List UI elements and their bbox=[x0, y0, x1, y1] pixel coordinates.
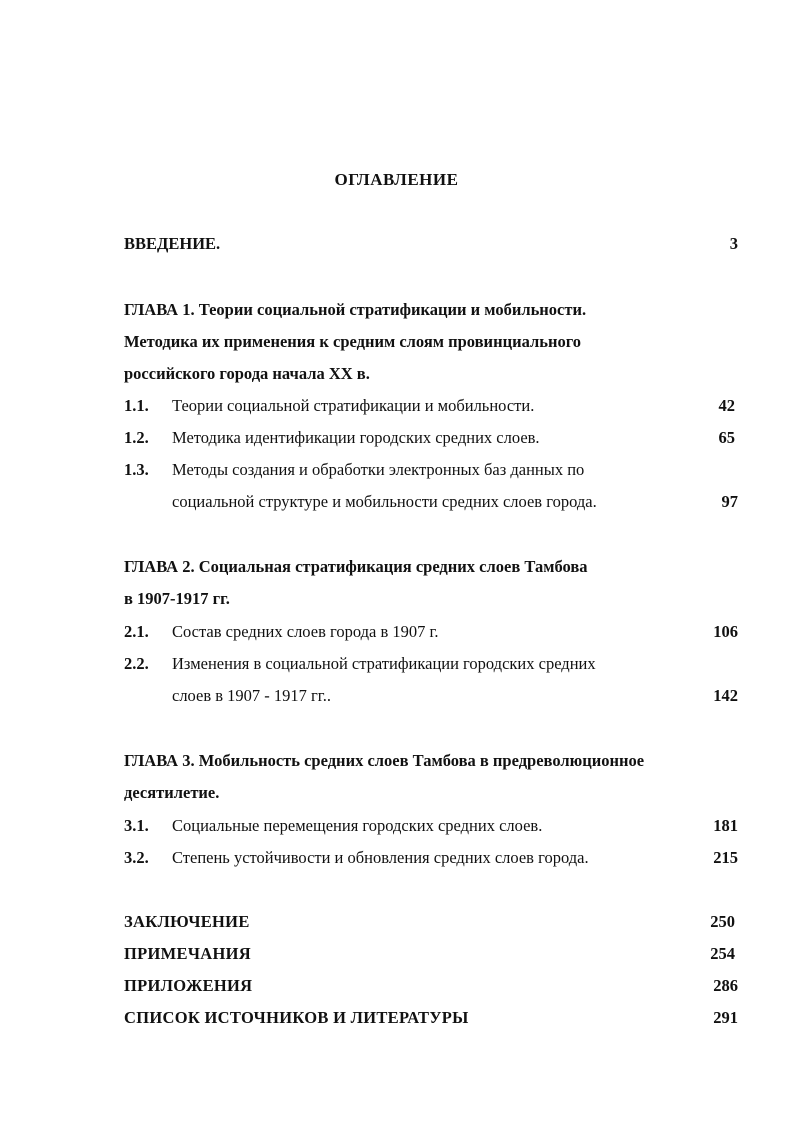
toc-conclusion-label: ЗАКЛЮЧЕНИЕ bbox=[124, 912, 250, 931]
section-number: 3.2. bbox=[124, 848, 149, 867]
toc-appendices-label: ПРИЛОЖЕНИЯ bbox=[124, 976, 253, 995]
chapter1-heading-line1: ГЛАВА 1. Теории социальной стратификации и мобильности. bbox=[124, 300, 587, 319]
section-page: 65 bbox=[718, 428, 735, 447]
toc-intro-label: ВВЕДЕНИЕ. bbox=[124, 234, 221, 253]
section-page: 97 bbox=[721, 492, 738, 511]
section-title-continued: социальной структуре и мобильности средних слоев города. bbox=[172, 492, 597, 511]
toc-intro-page: 3 bbox=[729, 234, 738, 253]
section-page: 181 bbox=[713, 816, 738, 835]
section-title: Методы создания и обработки электронных баз данных по bbox=[172, 460, 585, 479]
chapter3-heading-line2: десятилетие. bbox=[124, 783, 220, 802]
section-number: 2.2. bbox=[124, 654, 149, 673]
chapter1-heading-line3: российского города начала XX в. bbox=[124, 364, 370, 383]
section-title: Степень устойчивости и обновления средних слоев города. bbox=[172, 848, 589, 867]
toc-appendices-page: 286 bbox=[713, 976, 738, 995]
section-number: 2.1. bbox=[124, 622, 149, 641]
section-title: Социальные перемещения городских средних слоев. bbox=[172, 816, 543, 835]
toc-notes-page: 254 bbox=[710, 944, 735, 963]
section-title: Методика идентификации городских средних слоев. bbox=[172, 428, 540, 447]
section-title: Теории социальной стратификации и мобильности. bbox=[172, 396, 535, 415]
chapter2-heading-line2: в 1907-1917 гг. bbox=[124, 589, 230, 608]
section-number: 1.2. bbox=[124, 428, 149, 447]
section-number: 3.1. bbox=[124, 816, 149, 835]
section-number: 1.3. bbox=[124, 460, 149, 479]
chapter3-heading-line1: ГЛАВА 3. Мобильность средних слоев Тамбова в предреволюционное bbox=[124, 751, 645, 770]
chapter1-heading-line2: Методика их применения к средним слоям провинциального bbox=[124, 332, 582, 351]
section-page: 42 bbox=[718, 396, 735, 415]
chapter2-heading-line1: ГЛАВА 2. Социальная стратификация средних слоев Тамбова bbox=[124, 557, 588, 576]
toc-bibliography-page: 291 bbox=[713, 1008, 738, 1027]
section-title: Состав средних слоев города в 1907 г. bbox=[172, 622, 439, 641]
section-page: 142 bbox=[713, 686, 738, 705]
toc-conclusion-page: 250 bbox=[710, 912, 735, 931]
section-page: 106 bbox=[713, 622, 738, 641]
toc-notes-label: ПРИМЕЧАНИЯ bbox=[124, 944, 251, 963]
section-number: 1.1. bbox=[124, 396, 149, 415]
section-page: 215 bbox=[713, 848, 738, 867]
section-title: Изменения в социальной стратификации городских средних bbox=[172, 654, 596, 673]
section-title-continued: слоев в 1907 - 1917 гг.. bbox=[172, 686, 331, 705]
page-title: ОГЛАВЛЕНИЕ bbox=[334, 170, 459, 189]
toc-bibliography-label: СПИСОК ИСТОЧНИКОВ И ЛИТЕРАТУРЫ bbox=[124, 1008, 469, 1027]
